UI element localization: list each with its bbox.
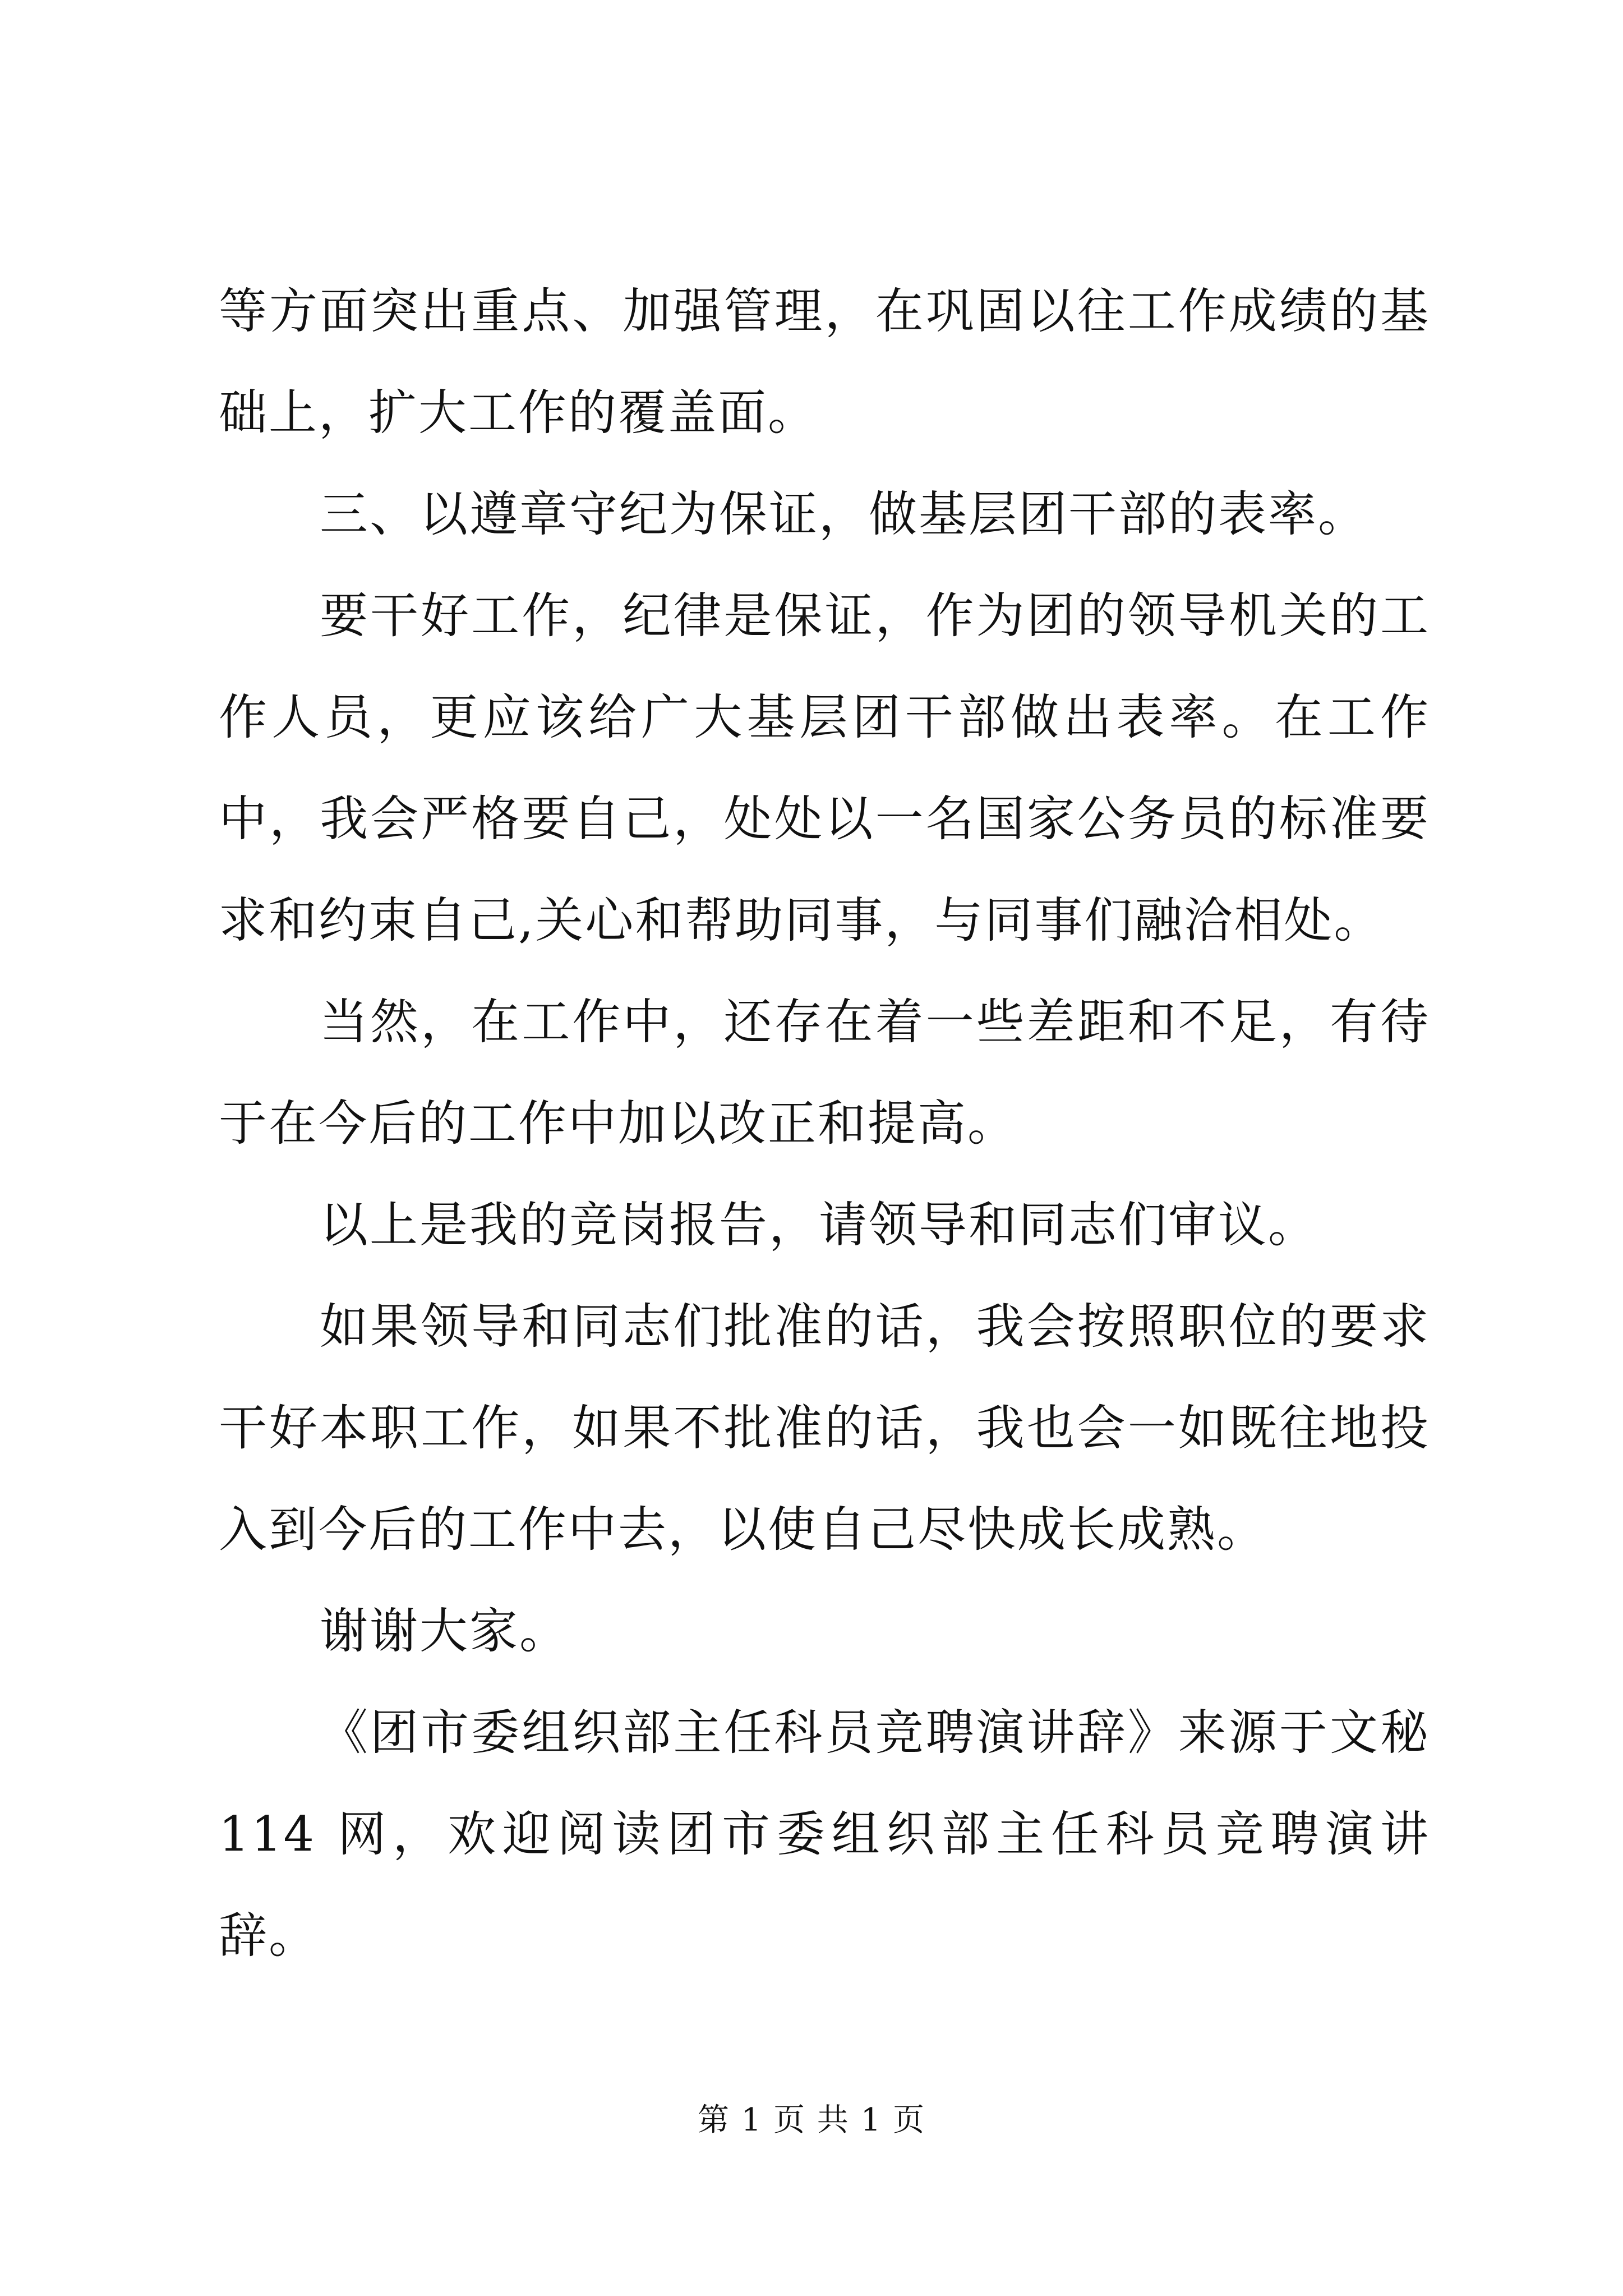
- paragraph-section-heading: 三、以遵章守纪为保证，做基层团干部的表率。: [320, 486, 1368, 542]
- paragraph-source-note: 《团市委组织部主任科员竞聘演讲辞》来源于文秘 114 网，欢迎阅读团市委组织部主任科员竞聘演讲辞。: [219, 1705, 1430, 1964]
- paragraph-thanks: 谢谢大家。: [320, 1603, 569, 1659]
- paragraph-report-closing: 以上是我的竞岗报告，请领导和同志们审议。: [320, 1197, 1318, 1253]
- paragraph-continuation: 等方面突出重点、加强管理，在巩固以往工作成绩的基础上，扩大工作的覆盖面。: [219, 283, 1430, 441]
- paragraph-discipline: 要干好工作，纪律是保证，作为团的领导机关的工作人员，更应该给广大基层团干部做出表率。在工作中，我会严格要自己，处处以一名国家公务员的标准要求和约束自己,关心和帮助同事，与同事们融洽相处。: [219, 588, 1430, 949]
- page-footer: 第 1 页 共 1 页: [697, 2102, 926, 2138]
- paragraph-shortcomings: 当然，在工作中，还存在着一些差距和不足，有待于在今后的工作中加以改正和提高。: [219, 994, 1430, 1152]
- document-body: [219, 261, 1430, 1987]
- paragraph-commitment: 如果领导和同志们批准的话，我会按照职位的要求干好本职工作，如果不批准的话，我也会一如既往地投入到今后的工作中去，以使自己尽快成长成熟。: [219, 1299, 1430, 1558]
